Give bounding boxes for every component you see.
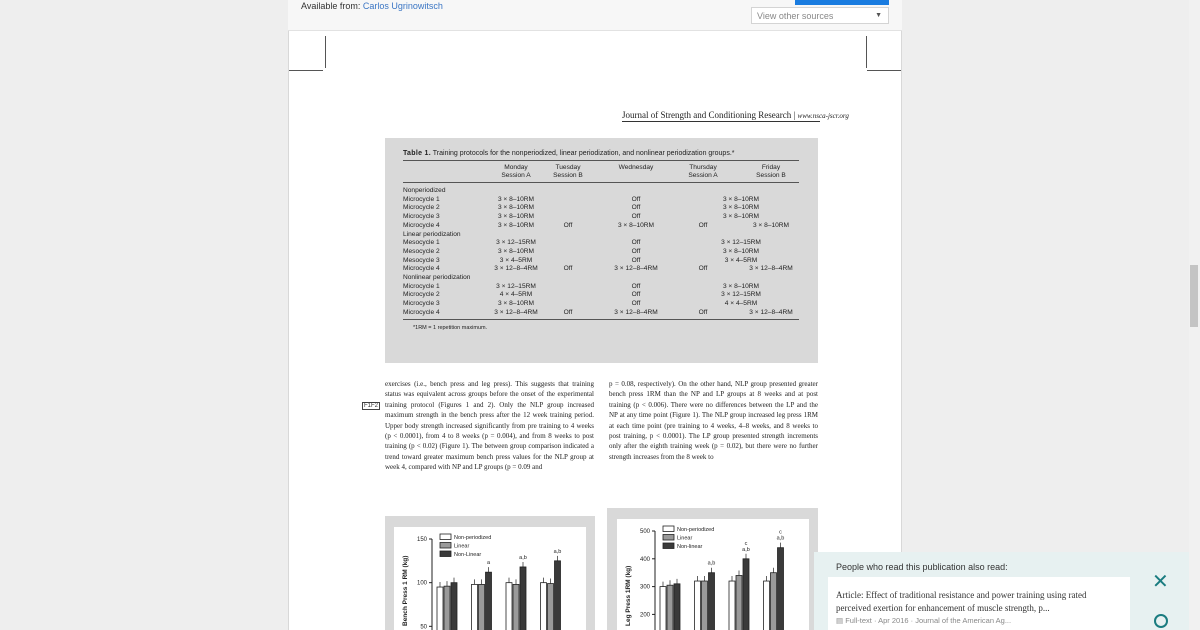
- significance-label: c: [744, 540, 748, 547]
- y-tick-label: 150: [416, 537, 427, 543]
- table-cell: 3 × 8–10RM: [722, 282, 760, 290]
- table-cell: Off: [698, 265, 708, 273]
- y-tick-label: 500: [639, 529, 650, 535]
- table-row-label: Microcycle 4: [403, 265, 440, 273]
- y-tick-label: 300: [639, 584, 650, 591]
- author-link[interactable]: Carlos Ugrinowitsch: [362, 1, 443, 11]
- related-article-title[interactable]: Article: Effect of traditional resistance and power training using rated perceived exertion for enhancement of muscle strength, p...: [836, 590, 1087, 613]
- bar: [660, 587, 666, 630]
- bar: [695, 581, 701, 630]
- table-cell: 3 × 12–15RM: [721, 291, 761, 299]
- significance-label: a,b: [519, 554, 527, 561]
- table-cell: 3 × 8–10RM: [497, 204, 535, 212]
- table-cell: 3 × 12–8–4RM: [614, 265, 658, 273]
- table-row: [403, 186, 799, 195]
- sources-select-value: View other sources: [757, 11, 834, 21]
- table-cell: Off: [631, 204, 641, 212]
- table-row-label: Microcycle 2: [403, 204, 440, 212]
- related-reading-panel: [814, 552, 1189, 630]
- table-cell: 3 × 12–8–4RM: [749, 265, 793, 273]
- table-row: [403, 203, 799, 212]
- legend-swatch: [440, 534, 451, 540]
- related-article-card[interactable]: [828, 577, 1130, 630]
- table-header-cell: Wednesday: [618, 164, 654, 171]
- bar: [778, 548, 784, 630]
- table-rule: [403, 319, 799, 320]
- table-cell: 3 × 8–10RM: [752, 221, 790, 229]
- bar: [444, 586, 450, 630]
- table-body: [403, 186, 799, 316]
- table-cell: 4 × 4–5RM: [724, 300, 758, 308]
- bar: [541, 583, 547, 630]
- table-cell: 3 × 12–8–4RM: [494, 308, 538, 316]
- table-cell: Off: [563, 265, 573, 273]
- close-icon[interactable]: ✕: [1152, 571, 1169, 593]
- scrollbar-thumb[interactable]: [1190, 265, 1198, 327]
- y-axis-label: Bench Press 1 RM (kg): [402, 555, 409, 626]
- table-row-label: Mesocycle 2: [403, 247, 440, 255]
- header-rule: [622, 121, 820, 122]
- legend-swatch: [663, 535, 674, 541]
- table-cell: 3 × 8–10RM: [497, 195, 535, 203]
- significance-label: a,b: [707, 560, 716, 567]
- y-tick-label: 50: [420, 624, 427, 630]
- table-cell: 3 × 8–10RM: [722, 213, 760, 221]
- legend-label: Non-Linear: [454, 552, 482, 558]
- leg-press-chart: [617, 519, 809, 630]
- table-note: *1RM = 1 repetition maximum.: [413, 325, 488, 331]
- table-row: [403, 264, 799, 273]
- bar: [764, 581, 770, 630]
- bar: [437, 587, 443, 630]
- y-tick-label: 100: [416, 580, 427, 587]
- table-cell: Off: [563, 308, 573, 316]
- table-row: [403, 256, 799, 265]
- table-cell: 3 × 8–10RM: [497, 247, 535, 255]
- y-tick-label: 400: [639, 556, 650, 563]
- table-header-cell: Monday Session A: [501, 164, 531, 179]
- table-row-label: Mesocycle 1: [403, 239, 440, 247]
- bar: [513, 584, 519, 630]
- table-cell: Off: [631, 239, 641, 247]
- table-label: Table 1.: [403, 150, 431, 157]
- bar: [520, 567, 526, 630]
- legend-swatch: [440, 543, 451, 549]
- table-cell: Off: [698, 221, 708, 229]
- chevron-down-icon: ▼: [875, 12, 882, 19]
- legend-label: Non-periodized: [454, 535, 492, 541]
- journal-title: Journal of Strength and Conditioning Research: [622, 110, 792, 120]
- table-cell: 3 × 12–15RM: [496, 239, 536, 247]
- bar: [548, 584, 554, 630]
- bar: [702, 581, 708, 630]
- bar: [555, 561, 561, 630]
- legend-label: Linear: [677, 535, 693, 542]
- figure-ref-tag: F1F2: [364, 403, 379, 409]
- table-row-label: Nonperiodized: [403, 187, 446, 194]
- crop-mark: [866, 36, 867, 68]
- legend-label: Non-periodized: [677, 527, 715, 533]
- legend-label: Linear: [454, 543, 470, 550]
- figure-1: [394, 527, 586, 630]
- table-cell: 3 × 8–10RM: [497, 213, 535, 221]
- legend-swatch: [663, 543, 674, 549]
- y-axis-label: Leg Press 1RM (kg): [625, 565, 632, 626]
- table-header: [403, 161, 799, 182]
- table-cell: 3 × 8–10RM: [497, 300, 535, 308]
- related-article-meta-text: Full-text · Apr 2016 · Journal of the American Ag...: [845, 616, 1012, 625]
- legend-label: Non-linear: [677, 544, 703, 550]
- bench-press-chart: [394, 527, 586, 630]
- table-figure: [385, 138, 818, 363]
- view-sources-select[interactable]: [751, 7, 889, 24]
- table-row: [403, 238, 799, 247]
- table-row-label: Microcycle 1: [403, 195, 440, 203]
- bar: [709, 573, 715, 630]
- table-cell: 3 × 12–8–4RM: [494, 265, 538, 273]
- table-inner: [403, 150, 799, 331]
- available-from: [301, 1, 443, 11]
- legend-swatch: [440, 551, 451, 557]
- table-cell: Off: [698, 308, 708, 316]
- table-row: [403, 299, 799, 308]
- table-header-cell: Tuesday Session B: [553, 164, 583, 179]
- table-row: [403, 195, 799, 204]
- table-cell: 3 × 12–15RM: [496, 282, 536, 290]
- bar: [472, 584, 478, 630]
- significance-label: a,b: [553, 548, 562, 555]
- table-row: [403, 212, 799, 221]
- table-row: [403, 221, 799, 230]
- table-caption-text: Training protocols for the nonperiodized, linear periodization, and nonlinear periodization groups.*: [432, 150, 735, 157]
- table-cell: 3 × 4–5RM: [499, 256, 533, 264]
- table-row: [403, 230, 799, 239]
- table-cell: 3 × 12–8–4RM: [749, 308, 793, 316]
- table-row-label: Microcycle 3: [403, 300, 440, 308]
- table-cell: 4 × 4–5RM: [499, 291, 533, 299]
- table-cell: Off: [631, 282, 641, 290]
- bar: [674, 584, 680, 630]
- crop-mark: [289, 70, 323, 71]
- significance-label: a,b: [776, 535, 785, 542]
- journal-url: www.nsca-jscr.org: [797, 112, 849, 120]
- table-header-cell: Friday Session B: [756, 164, 786, 179]
- y-tick-label: 200: [639, 612, 650, 619]
- bar: [743, 559, 749, 630]
- table-row-label: Microcycle 1: [403, 282, 440, 290]
- document-icon: ▤: [836, 616, 844, 625]
- available-label: Available from:: [301, 1, 361, 11]
- table-cell: Off: [631, 256, 641, 264]
- journal-header: Journal of Strength and Conditioning Research | www.nsca-jscr.org: [622, 110, 849, 120]
- table-row-label: Microcycle 2: [403, 291, 440, 299]
- body-right-column: p = 0.08, respectively). On the other hand, NLP group presented greater bench press 1RM than the NP and LP groups at 8 weeks and at post training (p < 0.006). There were no differences between the LP and the NP at any time point (Figure 1). The NLP group increased leg press 1RM at each time point (pre training to 4 weeks, 4–8 weeks, and 8 weeks to post training, p < 0.0001). The LP group presented strength increments only after the eighth training week (p = 0.02), but there were no further strength increases from the 8 week to: [609, 380, 818, 461]
- table-cell: 3 × 12–8–4RM: [614, 308, 658, 316]
- table-row-label: Microcycle 4: [403, 308, 440, 316]
- significance-label: a,b: [742, 546, 750, 553]
- table-row-label: Linear periodization: [403, 230, 461, 238]
- table-rule: [403, 182, 799, 183]
- crop-mark: [867, 70, 901, 71]
- bar: [736, 575, 742, 630]
- table-cell: Off: [631, 195, 641, 203]
- table-row: [403, 290, 799, 299]
- table-cell: 3 × 4–5RM: [724, 256, 758, 264]
- table-row: [403, 273, 799, 282]
- table-cell: 3 × 8–10RM: [722, 247, 760, 255]
- significance-label: c: [779, 529, 782, 536]
- primary-action-button[interactable]: [795, 0, 889, 5]
- table-cell: Off: [563, 221, 573, 229]
- crop-mark: [325, 36, 326, 68]
- bar: [771, 573, 777, 630]
- body-left-column: exercises (i.e., bench press and leg press). This suggests that training status was equivalent across groups before the onset of the experimental training protocol (Figures 1 and 2). Only the NLP group increased maximum strength in the bench press after the 12 week training period. Upper body strength increased significantly from pre training to 4 weeks (p < 0.0001), from 4 to 8 weeks (p = 0.004), and from 8 weeks to post training (p < 0.02) (Figure 1). The between group comparison indicated a trend toward greater maximum bench press values for the NLP group at week 4, compared with NP and LP groups (p = 0.09 and: [385, 380, 594, 472]
- table-cell: Off: [631, 213, 641, 221]
- figure-2: [617, 519, 809, 630]
- bar: [486, 572, 492, 630]
- legend-swatch: [663, 526, 674, 532]
- table-cell: Off: [631, 291, 641, 299]
- panel-title: People who read this publication also read:: [836, 562, 1008, 572]
- bar: [667, 585, 673, 630]
- table-row: [403, 282, 799, 291]
- bar: [451, 583, 457, 630]
- table-row-label: Microcycle 3: [403, 213, 440, 221]
- bar: [479, 584, 485, 630]
- table-row-label: Microcycle 4: [403, 221, 440, 229]
- search-icon[interactable]: [1154, 614, 1168, 628]
- table-row: [403, 247, 799, 256]
- table-row-label: Nonlinear periodization: [403, 274, 471, 281]
- table-header-cell: Thursday Session A: [688, 164, 718, 179]
- table-cell: 3 × 12–15RM: [721, 239, 761, 247]
- table-cell: 3 × 8–10RM: [617, 221, 655, 229]
- table-cell: Off: [631, 247, 641, 255]
- table-cell: Off: [631, 300, 641, 308]
- table-cell: 3 × 8–10RM: [497, 221, 535, 229]
- table-row: [403, 308, 799, 317]
- significance-label: a: [486, 560, 491, 567]
- bar: [729, 581, 735, 630]
- table-caption: [403, 150, 799, 157]
- table-row-label: Mesocycle 3: [403, 256, 440, 264]
- related-article-meta: [836, 616, 1011, 625]
- bar: [506, 583, 512, 630]
- table-cell: 3 × 8–10RM: [722, 204, 760, 212]
- table-cell: 3 × 8–10RM: [722, 195, 760, 203]
